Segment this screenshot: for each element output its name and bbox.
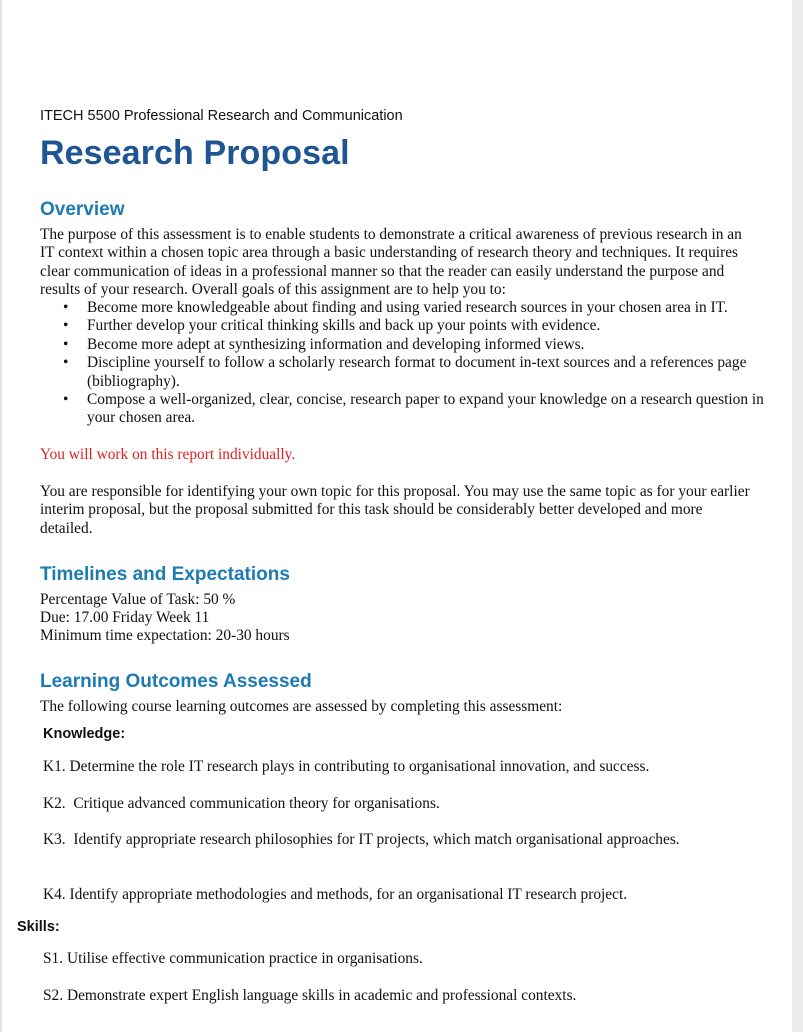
percentage-value: Percentage Value of Task: 50 %	[40, 591, 236, 608]
knowledge-outcome-k2: K2. Critique advanced communication theory for organisations.	[43, 795, 440, 812]
outcomes-intro: The following course learning outcomes are assessed by completing this assessment:	[40, 698, 563, 715]
bullet-icon: •	[63, 317, 69, 335]
list-item: • Become more knowledgeable about finding and using varied research sources in your chosen area in IT.	[63, 299, 728, 316]
overview-paragraph: The purpose of this assessment is to enable students to demonstrate a critical awareness of previous research in an IT context within a chosen topic area through a basic understanding of research theory and techniques. It requires clear communication of ideas in a professional manner so that the reader can easily understand the purpose and results of your research. Overall goals of this assignment are to help you to:	[40, 226, 742, 299]
skills-outcome-s1: S1. Utilise effective communication practice in organisations.	[43, 950, 423, 967]
timelines-heading: Timelines and Expectations	[40, 564, 290, 585]
outcomes-heading: Learning Outcomes Assessed	[40, 671, 312, 692]
page-right-edge	[792, 0, 803, 1032]
overview-heading: Overview	[40, 199, 125, 220]
skills-outcome-s2: S2. Demonstrate expert English language skills in academic and professional contexts.	[43, 987, 577, 1004]
list-item: • Further develop your critical thinking skills and back up your points with evidence.	[63, 317, 601, 335]
list-item: • Discipline yourself to follow a scholarly research format to document in-text sources and a references page (bibliography).	[63, 354, 747, 390]
page-title: Research Proposal	[40, 134, 350, 172]
knowledge-label: Knowledge:	[43, 726, 126, 742]
knowledge-outcome-k1: K1. Determine the role IT research plays in contributing to organisational innovation, and success.	[43, 758, 650, 775]
list-item: • Compose a well-organized, clear, concise, research paper to expand your knowledge on a research question in your chosen area.	[63, 391, 764, 427]
bullet-icon: •	[63, 299, 69, 316]
bullet-icon: •	[63, 354, 69, 372]
individual-note: You will work on this report individually.	[40, 446, 296, 463]
knowledge-outcome-k3: K3. Identify appropriate research philosophies for IT projects, which match organisational approaches.	[43, 831, 680, 848]
bullet-icon: •	[63, 335, 69, 353]
due-date: Due: 17.00 Friday Week 11	[40, 609, 210, 626]
knowledge-outcome-k4: K4. Identify appropriate methodologies and methods, for an organisational IT research project.	[43, 886, 628, 903]
minimum-time: Minimum time expectation: 20-30 hours	[40, 627, 290, 644]
course-line: ITECH 5500 Professional Research and Communication	[40, 108, 403, 124]
list-item: • Become more adept at synthesizing information and developing informed views.	[63, 335, 585, 353]
skills-label: Skills:	[17, 919, 60, 935]
page-left-edge	[0, 0, 2, 1032]
topic-paragraph: You are responsible for identifying your own topic for this proposal. You may use the same topic as for your earlier interim proposal, but the proposal submitted for this task should be considerably better developed and more detailed.	[40, 483, 750, 537]
goals-list	[40, 299, 766, 428]
bullet-icon: •	[63, 391, 69, 409]
